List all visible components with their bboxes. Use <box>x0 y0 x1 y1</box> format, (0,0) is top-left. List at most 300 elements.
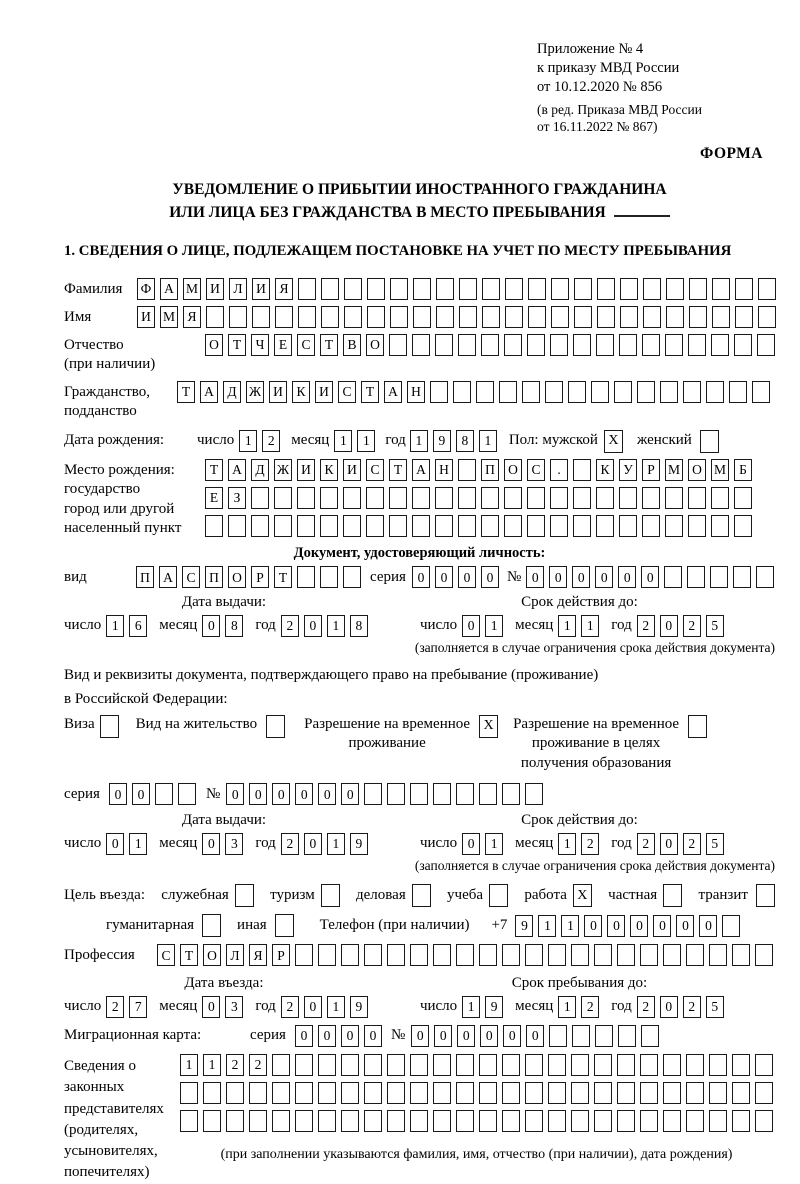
char-box[interactable]: Т <box>274 566 292 588</box>
char-box[interactable] <box>642 487 660 509</box>
char-box[interactable] <box>502 944 520 966</box>
char-box[interactable]: Т <box>228 334 246 356</box>
char-box[interactable]: 0 <box>202 996 220 1018</box>
char-box[interactable]: 0 <box>226 783 244 805</box>
char-box[interactable]: 8 <box>456 430 474 452</box>
char-box[interactable] <box>436 278 454 300</box>
char-box[interactable] <box>735 278 753 300</box>
char-box[interactable] <box>666 278 684 300</box>
char-box[interactable] <box>410 944 428 966</box>
char-box[interactable] <box>617 1054 635 1076</box>
char-box[interactable] <box>435 515 453 537</box>
char-box[interactable]: 2 <box>281 615 299 637</box>
char-box[interactable]: 0 <box>676 915 694 937</box>
char-box[interactable] <box>617 1110 635 1132</box>
char-box[interactable] <box>549 1025 567 1047</box>
char-box[interactable] <box>504 487 522 509</box>
char-box[interactable] <box>436 306 454 328</box>
char-box[interactable] <box>686 1110 704 1132</box>
char-box[interactable] <box>527 515 545 537</box>
char-box[interactable] <box>550 334 568 356</box>
char-box[interactable]: 0 <box>304 996 322 1018</box>
char-box[interactable] <box>364 944 382 966</box>
char-box[interactable]: 2 <box>637 833 655 855</box>
char-box[interactable] <box>571 1082 589 1104</box>
char-box[interactable] <box>597 278 615 300</box>
char-box[interactable]: 1 <box>239 430 257 452</box>
char-box[interactable] <box>525 1110 543 1132</box>
char-box[interactable] <box>228 515 246 537</box>
char-box[interactable]: 0 <box>630 915 648 937</box>
char-box[interactable] <box>505 278 523 300</box>
char-box[interactable] <box>410 1110 428 1132</box>
char-box[interactable]: 1 <box>581 615 599 637</box>
char-box[interactable] <box>366 515 384 537</box>
char-box[interactable]: 0 <box>132 783 150 805</box>
char-box[interactable] <box>344 306 362 328</box>
char-box[interactable] <box>229 306 247 328</box>
char-box[interactable]: 1 <box>327 615 345 637</box>
char-box[interactable] <box>481 487 499 509</box>
char-box[interactable]: 1 <box>334 430 352 452</box>
char-box[interactable] <box>390 306 408 328</box>
char-box[interactable]: 1 <box>129 833 147 855</box>
char-box[interactable] <box>318 944 336 966</box>
char-box[interactable] <box>735 306 753 328</box>
char-box[interactable]: А <box>159 566 177 588</box>
sex-female-checkbox[interactable] <box>700 430 719 453</box>
char-box[interactable]: 6 <box>129 615 147 637</box>
char-box[interactable] <box>390 278 408 300</box>
char-box[interactable]: Я <box>275 278 293 300</box>
char-box[interactable] <box>482 306 500 328</box>
char-box[interactable] <box>571 944 589 966</box>
char-box[interactable]: 2 <box>106 996 124 1018</box>
char-box[interactable]: 0 <box>412 566 430 588</box>
char-box[interactable] <box>251 515 269 537</box>
char-box[interactable] <box>320 487 338 509</box>
char-box[interactable] <box>683 381 701 403</box>
char-box[interactable] <box>640 1082 658 1104</box>
char-box[interactable] <box>364 1054 382 1076</box>
char-box[interactable]: П <box>481 459 499 481</box>
char-box[interactable]: Р <box>642 459 660 481</box>
char-box[interactable]: 0 <box>434 1025 452 1047</box>
char-box[interactable] <box>456 1054 474 1076</box>
char-box[interactable] <box>620 278 638 300</box>
char-box[interactable] <box>389 334 407 356</box>
char-box[interactable]: 1 <box>558 615 576 637</box>
char-box[interactable] <box>458 334 476 356</box>
char-box[interactable]: Н <box>435 459 453 481</box>
char-box[interactable]: 0 <box>435 566 453 588</box>
char-box[interactable]: 0 <box>106 833 124 855</box>
char-box[interactable] <box>617 1082 635 1104</box>
char-box[interactable] <box>734 334 752 356</box>
char-box[interactable] <box>574 306 592 328</box>
char-box[interactable]: 0 <box>462 833 480 855</box>
char-box[interactable]: 1 <box>485 615 503 637</box>
char-box[interactable]: А <box>412 459 430 481</box>
char-box[interactable]: У <box>619 459 637 481</box>
char-box[interactable] <box>502 1110 520 1132</box>
char-box[interactable] <box>619 515 637 537</box>
char-box[interactable]: Л <box>229 278 247 300</box>
char-box[interactable] <box>343 487 361 509</box>
char-box[interactable]: Н <box>407 381 425 403</box>
char-box[interactable] <box>665 487 683 509</box>
char-box[interactable] <box>387 783 405 805</box>
char-box[interactable] <box>595 1025 613 1047</box>
char-box[interactable] <box>367 278 385 300</box>
char-box[interactable] <box>389 487 407 509</box>
char-box[interactable] <box>712 278 730 300</box>
char-box[interactable]: 0 <box>109 783 127 805</box>
char-box[interactable] <box>364 1110 382 1132</box>
char-box[interactable]: 0 <box>272 783 290 805</box>
char-box[interactable]: З <box>228 487 246 509</box>
char-box[interactable] <box>321 278 339 300</box>
char-box[interactable] <box>642 515 660 537</box>
char-box[interactable]: 0 <box>660 833 678 855</box>
purpose-business-checkbox[interactable] <box>412 884 431 907</box>
char-box[interactable]: 1 <box>203 1054 221 1076</box>
char-box[interactable] <box>550 515 568 537</box>
char-box[interactable] <box>709 944 727 966</box>
char-box[interactable] <box>344 278 362 300</box>
char-box[interactable]: С <box>366 459 384 481</box>
char-box[interactable] <box>320 515 338 537</box>
char-box[interactable] <box>318 1110 336 1132</box>
char-box[interactable] <box>459 278 477 300</box>
char-box[interactable] <box>272 1110 290 1132</box>
char-box[interactable]: К <box>292 381 310 403</box>
char-box[interactable]: М <box>183 278 201 300</box>
char-box[interactable]: 0 <box>295 1025 313 1047</box>
char-box[interactable] <box>251 487 269 509</box>
char-box[interactable]: И <box>343 459 361 481</box>
char-box[interactable] <box>413 278 431 300</box>
purpose-work-checkbox[interactable]: X <box>573 884 592 907</box>
char-box[interactable]: Б <box>734 459 752 481</box>
char-box[interactable]: Ч <box>251 334 269 356</box>
char-box[interactable] <box>614 381 632 403</box>
char-box[interactable] <box>522 381 540 403</box>
char-box[interactable] <box>596 334 614 356</box>
char-box[interactable] <box>364 783 382 805</box>
purpose-transit-checkbox[interactable] <box>756 884 775 907</box>
char-box[interactable]: Т <box>180 944 198 966</box>
char-box[interactable] <box>548 1082 566 1104</box>
char-box[interactable]: 2 <box>683 996 701 1018</box>
char-box[interactable] <box>573 334 591 356</box>
char-box[interactable]: 0 <box>295 783 313 805</box>
char-box[interactable] <box>412 334 430 356</box>
char-box[interactable] <box>320 566 338 588</box>
char-box[interactable]: Р <box>272 944 290 966</box>
char-box[interactable] <box>756 566 774 588</box>
char-box[interactable]: 5 <box>706 833 724 855</box>
char-box[interactable]: О <box>203 944 221 966</box>
char-box[interactable] <box>387 1082 405 1104</box>
char-box[interactable]: К <box>596 459 614 481</box>
char-box[interactable] <box>298 278 316 300</box>
char-box[interactable]: С <box>297 334 315 356</box>
char-box[interactable] <box>367 306 385 328</box>
char-box[interactable] <box>571 1110 589 1132</box>
char-box[interactable] <box>274 515 292 537</box>
char-box[interactable]: 0 <box>503 1025 521 1047</box>
char-box[interactable] <box>389 515 407 537</box>
char-box[interactable]: Т <box>389 459 407 481</box>
char-box[interactable] <box>619 334 637 356</box>
char-box[interactable] <box>321 306 339 328</box>
char-box[interactable] <box>458 459 476 481</box>
char-box[interactable]: 0 <box>699 915 717 937</box>
visa-checkbox[interactable] <box>100 715 119 738</box>
char-box[interactable] <box>481 515 499 537</box>
char-box[interactable] <box>618 1025 636 1047</box>
char-box[interactable] <box>752 381 770 403</box>
char-box[interactable] <box>318 1054 336 1076</box>
char-box[interactable] <box>341 1054 359 1076</box>
char-box[interactable] <box>686 1054 704 1076</box>
char-box[interactable] <box>453 381 471 403</box>
char-box[interactable] <box>413 306 431 328</box>
char-box[interactable]: 0 <box>202 615 220 637</box>
char-box[interactable]: Я <box>249 944 267 966</box>
char-box[interactable] <box>551 306 569 328</box>
char-box[interactable] <box>272 1054 290 1076</box>
char-box[interactable] <box>755 1054 773 1076</box>
char-box[interactable] <box>410 783 428 805</box>
char-box[interactable] <box>249 1082 267 1104</box>
char-box[interactable]: 0 <box>318 783 336 805</box>
char-box[interactable] <box>525 1054 543 1076</box>
char-box[interactable]: М <box>160 306 178 328</box>
char-box[interactable]: И <box>269 381 287 403</box>
char-box[interactable] <box>295 1110 313 1132</box>
char-box[interactable] <box>458 515 476 537</box>
char-box[interactable] <box>550 487 568 509</box>
char-box[interactable] <box>643 306 661 328</box>
purpose-official-checkbox[interactable] <box>235 884 254 907</box>
char-box[interactable] <box>252 306 270 328</box>
char-box[interactable] <box>504 515 522 537</box>
char-box[interactable] <box>481 334 499 356</box>
char-box[interactable] <box>527 334 545 356</box>
char-box[interactable] <box>458 487 476 509</box>
char-box[interactable] <box>343 515 361 537</box>
char-box[interactable] <box>706 381 724 403</box>
char-box[interactable] <box>596 515 614 537</box>
char-box[interactable]: 0 <box>318 1025 336 1047</box>
char-box[interactable] <box>732 944 750 966</box>
char-box[interactable] <box>573 459 591 481</box>
char-box[interactable]: 0 <box>584 915 602 937</box>
char-box[interactable]: 0 <box>618 566 636 588</box>
char-box[interactable] <box>711 334 729 356</box>
char-box[interactable] <box>548 1054 566 1076</box>
char-box[interactable]: 1 <box>485 833 503 855</box>
purpose-tourism-checkbox[interactable] <box>321 884 340 907</box>
char-box[interactable] <box>525 783 543 805</box>
char-box[interactable] <box>479 783 497 805</box>
char-box[interactable] <box>732 1054 750 1076</box>
char-box[interactable] <box>430 381 448 403</box>
char-box[interactable]: 2 <box>581 996 599 1018</box>
char-box[interactable]: А <box>200 381 218 403</box>
char-box[interactable] <box>686 1082 704 1104</box>
char-box[interactable] <box>456 1082 474 1104</box>
char-box[interactable] <box>619 487 637 509</box>
char-box[interactable]: . <box>550 459 568 481</box>
char-box[interactable]: 9 <box>350 996 368 1018</box>
char-box[interactable] <box>249 1110 267 1132</box>
char-box[interactable] <box>387 1054 405 1076</box>
char-box[interactable] <box>709 1082 727 1104</box>
char-box[interactable]: 0 <box>660 996 678 1018</box>
char-box[interactable] <box>295 944 313 966</box>
char-box[interactable]: 0 <box>549 566 567 588</box>
char-box[interactable] <box>687 566 705 588</box>
char-box[interactable]: 2 <box>281 833 299 855</box>
char-box[interactable]: 2 <box>637 615 655 637</box>
char-box[interactable] <box>710 566 728 588</box>
char-box[interactable] <box>620 306 638 328</box>
temp-residence-checkbox[interactable]: X <box>479 715 498 738</box>
char-box[interactable]: И <box>297 459 315 481</box>
char-box[interactable] <box>666 306 684 328</box>
char-box[interactable]: 3 <box>225 833 243 855</box>
char-box[interactable] <box>456 1110 474 1132</box>
char-box[interactable] <box>341 1110 359 1132</box>
char-box[interactable] <box>734 515 752 537</box>
char-box[interactable]: О <box>504 459 522 481</box>
char-box[interactable] <box>755 1082 773 1104</box>
char-box[interactable]: В <box>343 334 361 356</box>
char-box[interactable] <box>297 566 315 588</box>
char-box[interactable]: 0 <box>249 783 267 805</box>
char-box[interactable] <box>412 515 430 537</box>
char-box[interactable] <box>410 1054 428 1076</box>
char-box[interactable] <box>660 381 678 403</box>
char-box[interactable] <box>571 1054 589 1076</box>
char-box[interactable] <box>226 1082 244 1104</box>
char-box[interactable] <box>180 1082 198 1104</box>
char-box[interactable]: 9 <box>485 996 503 1018</box>
char-box[interactable] <box>591 381 609 403</box>
char-box[interactable]: 1 <box>106 615 124 637</box>
char-box[interactable]: Ж <box>246 381 264 403</box>
char-box[interactable]: О <box>688 459 706 481</box>
char-box[interactable] <box>433 1110 451 1132</box>
char-box[interactable] <box>729 381 747 403</box>
char-box[interactable] <box>711 487 729 509</box>
char-box[interactable] <box>755 944 773 966</box>
char-box[interactable] <box>341 944 359 966</box>
char-box[interactable]: 1 <box>558 996 576 1018</box>
char-box[interactable] <box>722 915 740 937</box>
char-box[interactable] <box>548 944 566 966</box>
char-box[interactable] <box>295 1082 313 1104</box>
char-box[interactable] <box>366 487 384 509</box>
char-box[interactable] <box>688 334 706 356</box>
char-box[interactable] <box>617 944 635 966</box>
char-box[interactable] <box>568 381 586 403</box>
char-box[interactable]: К <box>320 459 338 481</box>
char-box[interactable] <box>712 306 730 328</box>
char-box[interactable] <box>640 944 658 966</box>
char-box[interactable] <box>226 1110 244 1132</box>
char-box[interactable] <box>597 306 615 328</box>
char-box[interactable] <box>755 1110 773 1132</box>
residence-permit-checkbox[interactable] <box>266 715 285 738</box>
char-box[interactable]: 0 <box>480 1025 498 1047</box>
char-box[interactable] <box>574 278 592 300</box>
char-box[interactable] <box>505 306 523 328</box>
char-box[interactable]: 1 <box>538 915 556 937</box>
char-box[interactable]: Е <box>274 334 292 356</box>
char-box[interactable] <box>387 1110 405 1132</box>
char-box[interactable] <box>297 487 315 509</box>
char-box[interactable]: И <box>137 306 155 328</box>
char-box[interactable] <box>525 944 543 966</box>
char-box[interactable]: 2 <box>683 833 701 855</box>
char-box[interactable]: 0 <box>202 833 220 855</box>
char-box[interactable] <box>642 334 660 356</box>
char-box[interactable] <box>643 278 661 300</box>
char-box[interactable] <box>594 944 612 966</box>
char-box[interactable] <box>688 487 706 509</box>
purpose-other-checkbox[interactable] <box>275 914 294 937</box>
char-box[interactable]: 0 <box>572 566 590 588</box>
char-box[interactable]: А <box>384 381 402 403</box>
char-box[interactable]: 0 <box>462 615 480 637</box>
char-box[interactable]: И <box>206 278 224 300</box>
char-box[interactable] <box>637 381 655 403</box>
char-box[interactable] <box>757 334 775 356</box>
char-box[interactable]: Л <box>226 944 244 966</box>
char-box[interactable] <box>665 515 683 537</box>
purpose-private-checkbox[interactable] <box>663 884 682 907</box>
char-box[interactable] <box>476 381 494 403</box>
char-box[interactable]: 1 <box>558 833 576 855</box>
char-box[interactable]: 1 <box>462 996 480 1018</box>
char-box[interactable] <box>663 944 681 966</box>
char-box[interactable]: А <box>160 278 178 300</box>
char-box[interactable]: М <box>665 459 683 481</box>
char-box[interactable]: 5 <box>706 996 724 1018</box>
char-box[interactable]: Т <box>177 381 195 403</box>
char-box[interactable] <box>689 278 707 300</box>
char-box[interactable] <box>594 1110 612 1132</box>
char-box[interactable] <box>732 1110 750 1132</box>
char-box[interactable] <box>203 1082 221 1104</box>
char-box[interactable] <box>596 487 614 509</box>
char-box[interactable] <box>206 306 224 328</box>
char-box[interactable] <box>482 278 500 300</box>
char-box[interactable]: 0 <box>341 783 359 805</box>
char-box[interactable]: И <box>252 278 270 300</box>
char-box[interactable] <box>688 515 706 537</box>
char-box[interactable]: 2 <box>226 1054 244 1076</box>
char-box[interactable]: 1 <box>327 996 345 1018</box>
char-box[interactable]: Я <box>183 306 201 328</box>
char-box[interactable]: Р <box>251 566 269 588</box>
char-box[interactable]: 0 <box>304 615 322 637</box>
char-box[interactable]: 0 <box>526 566 544 588</box>
